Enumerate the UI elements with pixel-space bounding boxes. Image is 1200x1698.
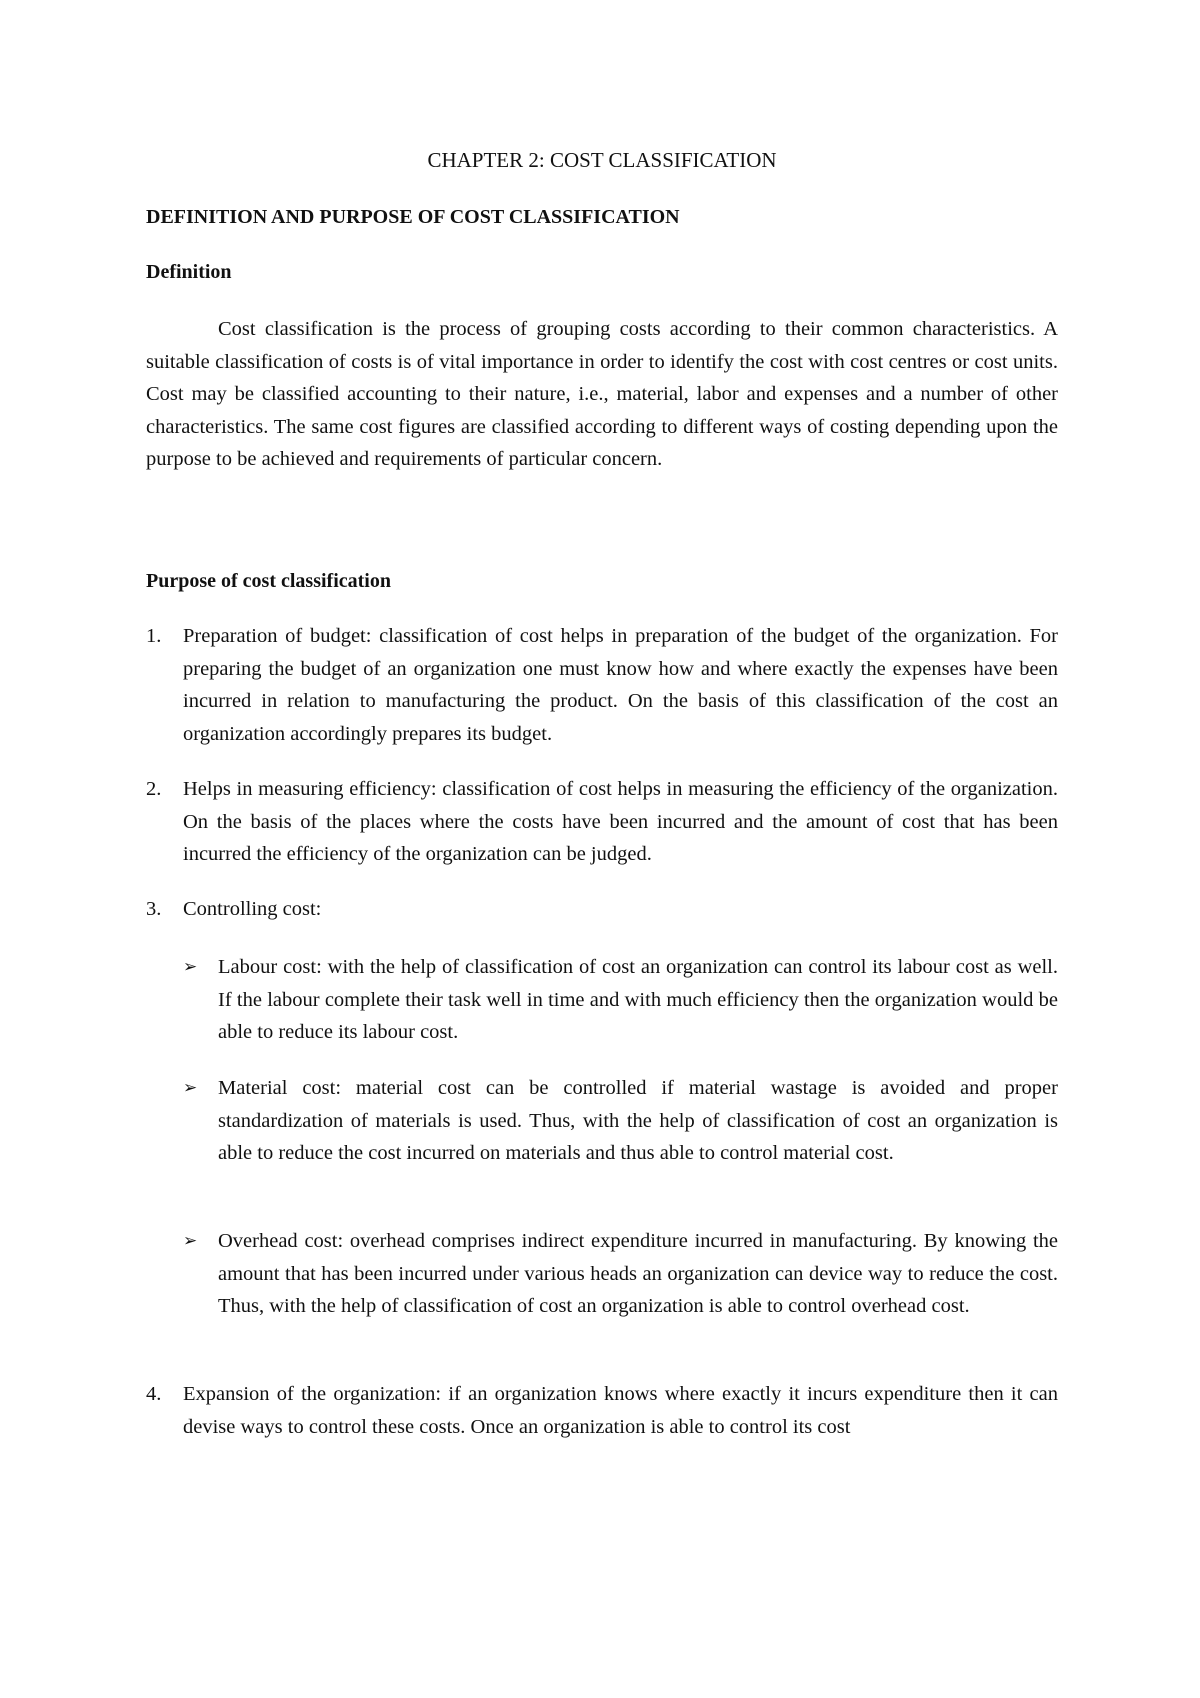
list-item-text: Preparation of budget: classification of cost helps in preparation of the budget of the organization. For preparing the budget of an organization one must know how and where exactly the expenses have been incurred in relation to manufacturing the product. On the basis of this classification of the cost an organization accordingly prepares its budget. <box>183 625 1058 745</box>
list-item <box>146 773 1058 871</box>
arrow-bullet-icon: ➢ <box>183 1231 198 1251</box>
list-item <box>146 620 1058 750</box>
list-item-text: Controlling cost: <box>183 898 322 920</box>
list-item-text: Expansion of the organization: if an organization knows where exactly it incurs expenditure then it can devise ways to control these costs. Once an organization is able to control its cost <box>183 1383 1058 1438</box>
section-heading: DEFINITION AND PURPOSE OF COST CLASSIFICATION <box>146 206 680 228</box>
chapter-title: CHAPTER 2: COST CLASSIFICATION <box>427 148 777 172</box>
list-number: 4. <box>146 1383 162 1405</box>
definition-heading: Definition <box>146 261 232 283</box>
list-item-text: Helps in measuring efficiency: classification of cost helps in measuring the efficiency of the organization. On the basis of the places where the costs have been incurred and the amount of cost that has been incurred the efficiency of the organization can be judged. <box>183 778 1058 865</box>
list-number: 3. <box>146 898 162 920</box>
sub-bullet-item <box>183 1072 1058 1170</box>
sub-bullet-text: Overhead cost: overhead comprises indirect expenditure incurred in manufacturing. By knowing the amount that has been incurred under various heads an organization can device way to reduce the cost. Thus, with the help of classification of cost an organization is able to control overhead cost. <box>218 1230 1058 1317</box>
list-item <box>146 893 1058 926</box>
purpose-heading: Purpose of cost classification <box>146 570 391 592</box>
sub-bullet-text: Labour cost: with the help of classification of cost an organization can control its labour cost as well. If the labour complete their task well in time and with much efficiency then the organization would be able to reduce its labour cost. <box>218 956 1058 1043</box>
arrow-bullet-icon: ➢ <box>183 1078 198 1098</box>
list-number: 1. <box>146 625 162 647</box>
arrow-bullet-icon: ➢ <box>183 957 198 977</box>
sub-bullet-item <box>183 951 1058 1049</box>
sub-bullet-item <box>183 1225 1058 1323</box>
list-item <box>146 1378 1058 1443</box>
sub-bullet-text: Material cost: material cost can be controlled if material wastage is avoided and proper standardization of materials is used. Thus, with the help of classification of cost an organization is able to reduce the cost incurred on materials and thus able to control material cost. <box>218 1077 1058 1164</box>
definition-paragraph: Cost classification is the process of grouping costs according to their common characteristics. A suitable classification of costs is of vital importance in order to identify the cost with cost centres or cost units. Cost may be classified accounting to their nature, i.e., material, labor and expenses and a number of other characteristics. The same cost figures are classified according to different ways of costing depending upon the purpose to be achieved and requirements of particular concern. <box>146 318 1058 470</box>
list-number: 2. <box>146 778 162 800</box>
